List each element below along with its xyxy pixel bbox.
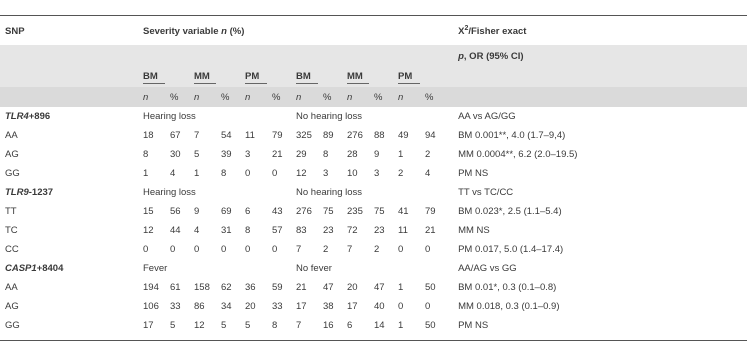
value-cell: 17 bbox=[347, 301, 358, 312]
value-cell: 12 bbox=[296, 168, 307, 179]
value-cell: 17 bbox=[296, 301, 307, 312]
stat-cell: PM NS bbox=[458, 320, 489, 331]
table-row bbox=[0, 126, 747, 145]
condition-label: No hearing loss bbox=[296, 187, 363, 198]
condition-label: No hearing loss bbox=[296, 111, 363, 122]
value-cell: 21 bbox=[296, 282, 307, 293]
value-cell: 0 bbox=[425, 301, 431, 312]
genotype-cell: GG bbox=[5, 320, 20, 331]
value-cell: 6 bbox=[347, 320, 353, 331]
value-cell: 69 bbox=[221, 206, 232, 217]
stat-header: $X^2$/Fisher exact bbox=[458, 25, 527, 38]
value-cell: 49 bbox=[398, 130, 409, 141]
value-cell: 0 bbox=[194, 244, 200, 255]
value-cell: 1 bbox=[143, 168, 149, 179]
value-cell: 40 bbox=[374, 301, 385, 312]
value-cell: 2 bbox=[398, 168, 404, 179]
value-cell: 18 bbox=[143, 130, 154, 141]
value-cell: 44 bbox=[170, 225, 181, 236]
value-cell: 8 bbox=[272, 320, 278, 331]
value-cell: 11 bbox=[398, 225, 408, 236]
table-row bbox=[0, 145, 747, 164]
group-label: MM bbox=[194, 71, 216, 84]
value-cell: 4 bbox=[170, 168, 176, 179]
stat-cell: MM 0.0004**, 6.2 (2.0–19.5) bbox=[458, 149, 578, 160]
value-cell: 57 bbox=[272, 225, 283, 236]
snp-name: TLR4+896 bbox=[5, 111, 51, 122]
value-cell: 0 bbox=[398, 244, 404, 255]
section-header-row bbox=[0, 107, 747, 126]
value-cell: 30 bbox=[170, 149, 181, 160]
value-cell: 4 bbox=[425, 168, 431, 179]
stat-cell: BM 0.001**, 4.0 (1.7–9,4) bbox=[458, 130, 566, 141]
value-cell: 47 bbox=[374, 282, 385, 293]
snp-header: SNP bbox=[5, 26, 25, 37]
table-row bbox=[0, 240, 747, 259]
stat-cell: MM 0.018, 0.3 (0.1–0.9) bbox=[458, 301, 560, 312]
value-cell: 43 bbox=[272, 206, 283, 217]
value-cell: 62 bbox=[221, 282, 232, 293]
genotype-cell: TT bbox=[5, 206, 17, 217]
value-cell: 59 bbox=[272, 282, 283, 293]
value-cell: 34 bbox=[221, 301, 232, 312]
section-header-row bbox=[0, 259, 747, 278]
stat-cell: MM NS bbox=[458, 225, 490, 236]
value-cell: 89 bbox=[323, 130, 334, 141]
genotype-cell: AA bbox=[5, 130, 18, 141]
value-cell: 20 bbox=[347, 282, 358, 293]
value-cell: 0 bbox=[272, 168, 278, 179]
value-cell: 8 bbox=[245, 225, 251, 236]
n-label: n bbox=[240, 87, 267, 107]
snp-name: CASP1+8404 bbox=[5, 263, 64, 274]
stat-cell: PM NS bbox=[458, 168, 489, 179]
value-cell: 0 bbox=[221, 244, 227, 255]
value-cell: 0 bbox=[245, 168, 251, 179]
comparison-label: AA/AG vs GG bbox=[458, 263, 517, 274]
value-cell: 21 bbox=[425, 225, 436, 236]
value-cell: 276 bbox=[347, 130, 363, 141]
value-cell: 276 bbox=[296, 206, 312, 217]
pct-label: % bbox=[165, 87, 189, 107]
value-cell: 61 bbox=[170, 282, 181, 293]
value-cell: 11 bbox=[245, 130, 255, 141]
value-cell: 75 bbox=[323, 206, 334, 217]
value-cell: 79 bbox=[272, 130, 283, 141]
value-cell: 33 bbox=[272, 301, 283, 312]
comparison-label: AA vs AG/GG bbox=[458, 111, 516, 122]
value-cell: 235 bbox=[347, 206, 363, 217]
n-label: n bbox=[291, 87, 318, 107]
pct-label: % bbox=[216, 87, 240, 107]
value-cell: 0 bbox=[143, 244, 149, 255]
subheader-row bbox=[0, 45, 747, 67]
value-cell: 79 bbox=[425, 206, 436, 217]
n-label: n bbox=[342, 87, 369, 107]
value-cell: 0 bbox=[398, 301, 404, 312]
value-cell: 0 bbox=[425, 244, 431, 255]
value-cell: 7 bbox=[296, 320, 302, 331]
value-cell: 1 bbox=[398, 149, 404, 160]
value-cell: 16 bbox=[323, 320, 334, 331]
value-cell: 6 bbox=[245, 206, 251, 217]
table-row bbox=[0, 202, 747, 221]
value-cell: 8 bbox=[323, 149, 329, 160]
value-cell: 56 bbox=[170, 206, 181, 217]
genotype-cell: GG bbox=[5, 168, 20, 179]
genotype-cell: AG bbox=[5, 149, 19, 160]
severity-header: Severity variable n (%) bbox=[143, 26, 245, 37]
value-cell: 88 bbox=[374, 130, 385, 141]
value-cell: 7 bbox=[194, 130, 200, 141]
value-cell: 2 bbox=[425, 149, 431, 160]
value-cell: 8 bbox=[221, 168, 227, 179]
genotype-cell: TC bbox=[5, 225, 18, 236]
value-cell: 47 bbox=[323, 282, 334, 293]
condition-label: Hearing loss bbox=[143, 111, 196, 122]
comparison-label: TT vs TC/CC bbox=[458, 187, 514, 198]
value-cell: 10 bbox=[347, 168, 358, 179]
value-cell: 5 bbox=[221, 320, 227, 331]
value-cell: 0 bbox=[272, 244, 278, 255]
value-cell: 94 bbox=[425, 130, 436, 141]
value-cell: 3 bbox=[323, 168, 329, 179]
value-cell: 67 bbox=[170, 130, 181, 141]
table-row bbox=[0, 297, 747, 316]
table-row bbox=[0, 221, 747, 240]
table-row bbox=[0, 164, 747, 183]
value-cell: 106 bbox=[143, 301, 159, 312]
value-cell: 12 bbox=[143, 225, 154, 236]
group-label: BM bbox=[296, 71, 318, 84]
snp-name: TLR9-1237 bbox=[5, 187, 54, 198]
value-cell: 50 bbox=[425, 320, 436, 331]
pct-label: % bbox=[420, 87, 453, 107]
value-cell: 83 bbox=[296, 225, 307, 236]
condition-label: Hearing loss bbox=[143, 187, 196, 198]
value-cell: 9 bbox=[374, 149, 380, 160]
condition-label: No fever bbox=[296, 263, 332, 274]
top-rule bbox=[0, 15, 747, 16]
value-cell: 86 bbox=[194, 301, 205, 312]
value-cell: 5 bbox=[194, 149, 200, 160]
value-cell: 14 bbox=[374, 320, 385, 331]
group-label: PM bbox=[398, 71, 420, 84]
header-row bbox=[0, 18, 747, 45]
pct-label: % bbox=[369, 87, 393, 107]
table-body bbox=[0, 107, 747, 335]
bottom-rule bbox=[0, 340, 747, 341]
pct-label: % bbox=[318, 87, 342, 107]
value-cell: 23 bbox=[323, 225, 334, 236]
value-cell: 41 bbox=[398, 206, 409, 217]
group-row bbox=[0, 67, 747, 87]
value-cell: 20 bbox=[245, 301, 256, 312]
value-cell: 1 bbox=[398, 282, 404, 293]
value-cell: 5 bbox=[170, 320, 176, 331]
value-cell: 1 bbox=[194, 168, 200, 179]
group-label: BM bbox=[143, 71, 165, 84]
value-cell: 28 bbox=[347, 149, 358, 160]
value-cell: 7 bbox=[296, 244, 302, 255]
section-header-row bbox=[0, 183, 747, 202]
n-label: n bbox=[393, 87, 420, 107]
severity-table bbox=[0, 18, 747, 335]
value-cell: 38 bbox=[323, 301, 334, 312]
value-cell: 33 bbox=[170, 301, 181, 312]
table-row bbox=[0, 316, 747, 335]
genotype-cell: AA bbox=[5, 282, 18, 293]
value-cell: 23 bbox=[374, 225, 385, 236]
condition-label: Fever bbox=[143, 263, 168, 274]
value-cell: 2 bbox=[374, 244, 380, 255]
value-cell: 29 bbox=[296, 149, 307, 160]
group-label: PM bbox=[245, 71, 267, 84]
value-cell: 36 bbox=[245, 282, 256, 293]
value-cell: 72 bbox=[347, 225, 358, 236]
value-cell: 39 bbox=[221, 149, 232, 160]
group-label: MM bbox=[347, 71, 369, 84]
value-cell: 325 bbox=[296, 130, 312, 141]
value-cell: 3 bbox=[245, 149, 251, 160]
value-cell: 1 bbox=[398, 320, 404, 331]
value-cell: 54 bbox=[221, 130, 232, 141]
value-cell: 15 bbox=[143, 206, 154, 217]
value-cell: 7 bbox=[347, 244, 353, 255]
pct-label: % bbox=[267, 87, 291, 107]
table-row bbox=[0, 278, 747, 297]
n-label: n bbox=[138, 87, 165, 107]
stat-cell: BM 0.023*, 2.5 (1.1–5.4) bbox=[458, 206, 562, 217]
stat-cell: BM 0.01*, 0.3 (0.1–0.8) bbox=[458, 282, 557, 293]
value-cell: 21 bbox=[272, 149, 283, 160]
value-cell: 3 bbox=[374, 168, 380, 179]
value-cell: 75 bbox=[374, 206, 385, 217]
genotype-cell: AG bbox=[5, 301, 19, 312]
value-cell: 194 bbox=[143, 282, 159, 293]
value-cell: 0 bbox=[170, 244, 176, 255]
value-cell: 0 bbox=[245, 244, 251, 255]
value-cell: 8 bbox=[143, 149, 149, 160]
value-cell: 12 bbox=[194, 320, 205, 331]
value-cell: 17 bbox=[143, 320, 154, 331]
p-or-header: p, OR (95% CI) bbox=[453, 45, 747, 67]
n-label: n bbox=[189, 87, 216, 107]
genotype-cell: CC bbox=[5, 244, 19, 255]
value-cell: 4 bbox=[194, 225, 200, 236]
n-pct-row bbox=[0, 87, 747, 107]
value-cell: 50 bbox=[425, 282, 436, 293]
value-cell: 31 bbox=[221, 225, 232, 236]
value-cell: 9 bbox=[194, 206, 200, 217]
value-cell: 5 bbox=[245, 320, 251, 331]
value-cell: 2 bbox=[323, 244, 329, 255]
stat-cell: PM 0.017, 5.0 (1.4–17.4) bbox=[458, 244, 564, 255]
value-cell: 158 bbox=[194, 282, 210, 293]
